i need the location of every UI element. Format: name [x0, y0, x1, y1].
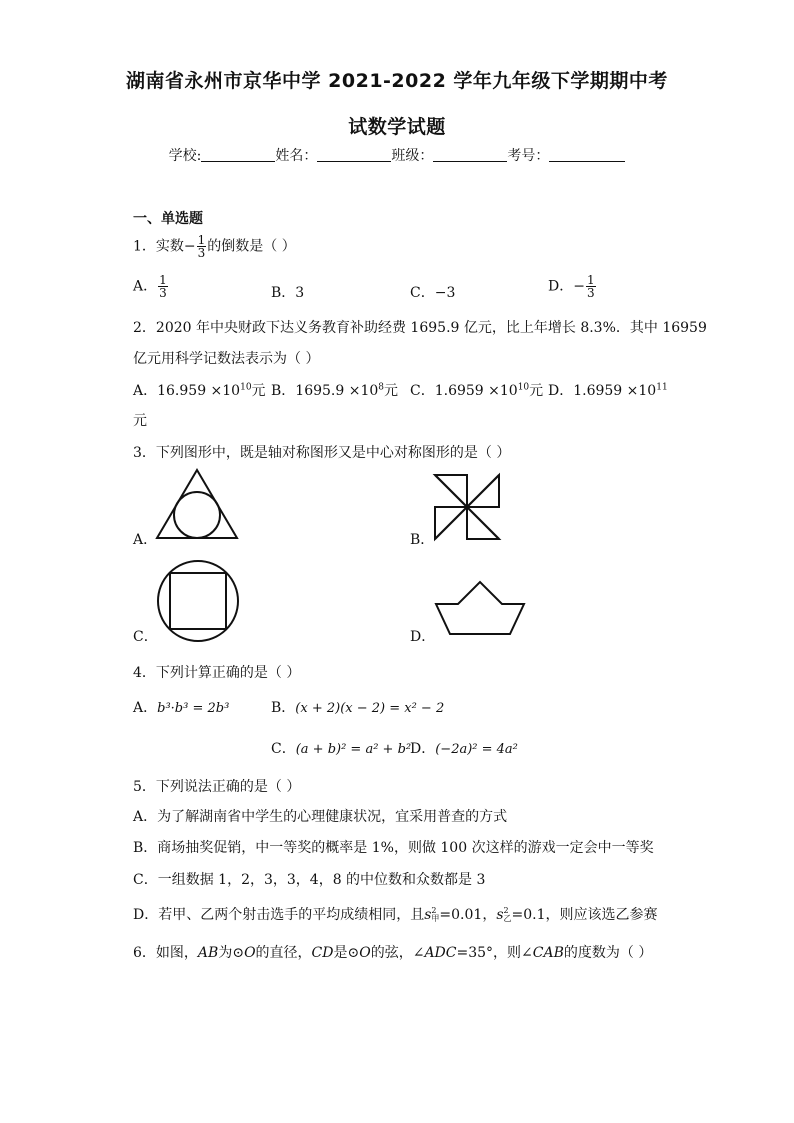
incircle-shape [174, 492, 220, 538]
triangle-incircle-figure [155, 468, 239, 540]
q1-d-num: 1 [586, 273, 595, 287]
q1-num: 1 [197, 233, 206, 247]
q4-option-b[interactable] [271, 697, 444, 717]
q5-option-a[interactable]: A．为了解湖南省中学生的心理健康状况，宜采用普查的方式 [133, 809, 508, 825]
q1-suffix: 的倒数是（ ） [207, 238, 296, 255]
q1-den: 3 [197, 246, 206, 260]
q1-prefix: 1．实数 [133, 238, 184, 255]
q6-p1: 6．如图， [133, 945, 198, 961]
q5-d-post: =0.1，则应该选乙参赛 [511, 907, 658, 923]
q4-d-expr: (−2a)² = 4a² [435, 742, 518, 757]
q5-d-s1: s [424, 907, 432, 923]
q1-a-label: A． [133, 278, 158, 295]
student-info-line [0, 145, 794, 165]
q6-o1: O [244, 945, 256, 961]
q1-stem [133, 234, 296, 259]
q2-a-exp: 10 [240, 382, 252, 393]
q6-cab: CAB [532, 945, 564, 961]
boat-figure [434, 580, 526, 636]
q4-b-label: B． [271, 700, 296, 716]
q5-stem: 5．下列说法正确的是（ ） [133, 779, 301, 795]
q6-p5: 的弦，∠ [370, 945, 425, 961]
section-heading: 一、单选题 [133, 211, 203, 227]
circle-square-figure [156, 559, 240, 643]
q2-b-unit: 元 [384, 383, 399, 399]
q5-d-mid: =0.01， [439, 907, 497, 923]
page-title-line2: 试数学试题 [348, 116, 446, 138]
q6-stem [133, 942, 652, 962]
q5-d-s1-sub: 甲 [431, 914, 440, 923]
q2-b-base: B．1695.9 ×10 [271, 383, 379, 399]
q2-c-base: C．1.6959 ×10 [410, 383, 518, 399]
q1-option-d[interactable] [548, 274, 597, 299]
q1-d-fraction [586, 274, 596, 299]
q4-d-label: D． [410, 741, 436, 757]
q2-a-unit: 元 [251, 383, 266, 399]
school-blank[interactable] [201, 147, 275, 162]
q1-neg: − [183, 238, 196, 255]
q2-d-exp: 11 [656, 382, 668, 393]
q4-a-expr: b³·b³ = 2b³ [157, 701, 230, 716]
q4-c-expr: (a + b)² = a² + b² [295, 742, 412, 757]
class-blank[interactable] [433, 147, 507, 162]
q1-fraction [197, 234, 207, 259]
q5-option-d[interactable] [133, 904, 658, 924]
q2-d-unit-wrap: 元 [133, 413, 147, 429]
q4-option-d[interactable] [410, 738, 518, 758]
q5-d-s1-sup: 2 [431, 906, 437, 915]
q6-o2: O [359, 945, 371, 961]
q2-c-unit: 元 [529, 383, 544, 399]
q4-option-c[interactable] [271, 738, 411, 758]
number-label: 考号： [507, 148, 550, 164]
q6-p6: =35°，则∠ [456, 945, 533, 961]
triangle-shape [157, 470, 237, 538]
q6-ab: AB [197, 945, 219, 961]
name-label: 姓名： [275, 148, 318, 164]
page-title-line1: 湖南省永州市京华中学 2021-2022 学年九年级下学期期中考 [126, 70, 668, 92]
q6-p2: 为⊙ [218, 945, 245, 961]
q6-adc: ADC [424, 945, 457, 961]
q5-d-s2-scripts [504, 907, 512, 923]
q5-d-s2-sup: 2 [503, 906, 509, 915]
q2-option-c[interactable] [410, 380, 543, 400]
number-blank[interactable] [549, 147, 625, 162]
q2-option-d[interactable] [548, 380, 668, 400]
q2-d-base: D．1.6959 ×10 [548, 383, 657, 399]
q6-cd: CD [311, 945, 334, 961]
q2-option-b[interactable] [271, 380, 398, 400]
q4-b-expr: (x + 2)(x − 2) = x² − 2 [295, 701, 445, 716]
q5-option-c[interactable]: C．一组数据 1，2，3，3，4，8 的中位数和众数都是 3 [133, 872, 486, 888]
class-label: 班级： [391, 148, 434, 164]
square-shape [170, 573, 226, 629]
q2-c-exp: 10 [517, 382, 530, 393]
q1-option-a[interactable] [133, 274, 169, 299]
q5-d-pre: D．若甲、乙两个射击选手的平均成绩相同，且 [133, 907, 425, 923]
boat-shape [436, 582, 524, 634]
q4-option-a[interactable] [133, 697, 229, 717]
q1-d-label: D．− [548, 278, 585, 295]
q6-p7: 的度数为（ ） [563, 945, 653, 961]
q6-p4: 是⊙ [333, 945, 360, 961]
q5-d-s2-sub: 乙 [503, 914, 512, 923]
q2-stem-line1: 2．2020 年中央财政下达义务教育补助经费 1695.9 亿元，比上年增长 8.3%．其中 16959 [133, 320, 707, 336]
q3-stem: 3．下列图形中，既是轴对称图形又是中心对称图形的是（ ） [133, 445, 511, 461]
q2-stem-line2: 亿元用科学记数法表示为（ ） [133, 351, 320, 367]
q5-d-s2: s [496, 907, 504, 923]
q2-b-exp: 8 [378, 382, 385, 393]
q1-d-den: 3 [586, 286, 595, 300]
q6-p3: 的直径， [255, 945, 312, 961]
school-label: 学校: [168, 148, 202, 164]
q3-option-d[interactable]: D． [410, 629, 436, 645]
q2-a-base: A．16.959 ×10 [133, 383, 241, 399]
q5-option-b[interactable]: B．商场抽奖促销，中一等奖的概率是 1%，则做 100 次这样的游戏一定会中一等奖 [133, 840, 654, 856]
name-blank[interactable] [317, 147, 391, 162]
q1-option-b[interactable]: B．3 [271, 285, 305, 301]
q3-option-c[interactable]: C． [133, 629, 158, 645]
q2-option-a[interactable] [133, 380, 266, 400]
pinwheel-figure [434, 474, 500, 540]
q4-stem: 4．下列计算正确的是（ ） [133, 665, 301, 681]
q4-a-label: A． [133, 700, 158, 716]
q1-a-fraction [158, 274, 168, 299]
q1-option-c[interactable]: C．−3 [410, 285, 456, 301]
q1-a-num: 1 [159, 273, 167, 287]
q1-a-den: 3 [159, 286, 167, 300]
q3-option-a[interactable]: A． [133, 532, 158, 548]
q3-option-b[interactable]: B． [410, 532, 435, 548]
q4-c-label: C． [271, 741, 296, 757]
